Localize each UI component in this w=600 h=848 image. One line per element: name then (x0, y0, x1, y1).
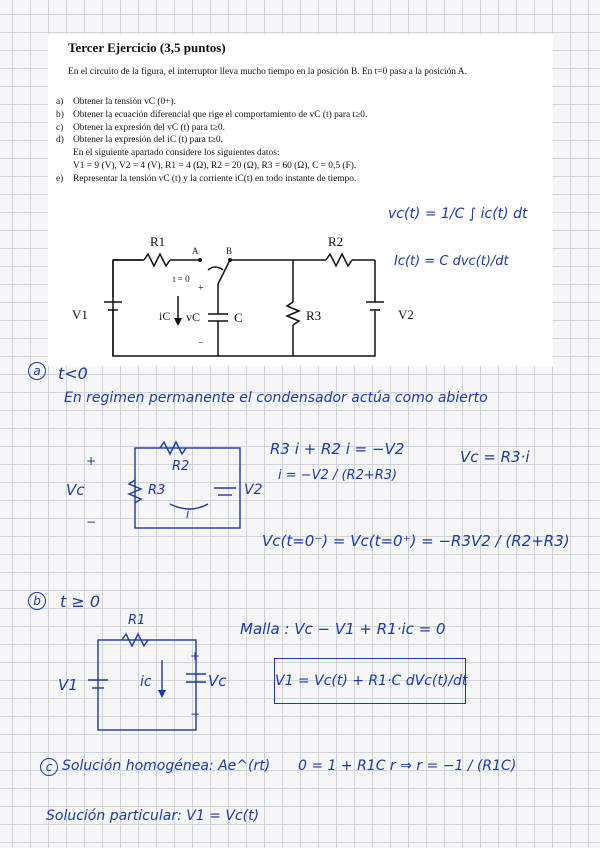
v2-hw: V2 (244, 482, 263, 498)
current-hw: i (186, 507, 190, 521)
equation-a3: Vc = R3·i (460, 448, 530, 466)
vc-hw-b: Vc (208, 672, 227, 690)
minus-hw-b: − (190, 707, 201, 721)
v2-label: V2 (398, 307, 414, 322)
ic-label: iC (159, 309, 171, 323)
circuit-b (60, 610, 240, 730)
exercise-item: e) Representar la tensión vC (t) y la corriente iC(t) en todo instante de tiempo. (56, 173, 357, 184)
description-a: En regimen permanente el condensador actúa como abierto (64, 390, 488, 406)
exercise-intro: En el circuito de la figura, el interruptor lleva mucho tiempo en la posición B. En t=0 pasa a la posición A. (68, 67, 467, 77)
marker-b: b (28, 592, 46, 610)
r3-hw: R3 (148, 483, 166, 498)
minus-hw: − (86, 515, 97, 529)
exercise-item: d) Obtener la expresión del iC (t) para t≥0. (56, 135, 223, 146)
ic-hw: ic (140, 674, 152, 690)
exercise-item: V1 = 9 (V), V2 = 4 (V), R1 = 4 (Ω), R2 = 20 (Ω), R3 = 60 (Ω), C = 0,5 (F). (73, 160, 357, 171)
circuit-a (66, 440, 280, 540)
v1-hw: V1 (58, 676, 78, 694)
switch-time-label: t = 0 (173, 274, 190, 284)
r2-label: R2 (328, 234, 344, 249)
plus-hw-b: + (190, 649, 201, 663)
exercise-item: c) Obtener la expresión del vC (t) para t≥0. (56, 122, 225, 133)
r2-hw: R2 (172, 459, 190, 474)
condition-a: t<0 (58, 364, 88, 383)
exercise-item: a) Obtener la tensión vC (0+). (56, 97, 176, 107)
minus-label: − (198, 338, 204, 349)
c-label: C (234, 310, 243, 325)
condition-b: t ≥ 0 (60, 592, 101, 611)
formula-ic: Ic(t) = C dvc(t)/dt (394, 254, 509, 269)
exercise-item: En el siguiente apartado considere los siguientes datos: (73, 148, 280, 159)
exercise-item: b) Obtener la ecuación diferencial que rige el comportamiento de vC (t) para t≥0. (56, 109, 368, 120)
vc-label: vC (186, 310, 201, 324)
r3-label: R3 (306, 308, 322, 323)
equation-b-boxed: V1 = Vc(t) + R1·C dVc(t)/dt (274, 658, 466, 704)
equation-a2: i = −V2 / (R2+R3) (278, 468, 398, 483)
characteristic-equation: 0 = 1 + R1C r ⇒ r = −1 / (R1C) (298, 758, 517, 774)
v1-label: V1 (72, 307, 88, 322)
exercise-circuit (48, 34, 553, 366)
homogeneous-solution: Solución homogénea: Ae^(rt) (62, 758, 271, 774)
formula-vc: vc(t) = 1/C ∫ ic(t) dt (388, 206, 528, 222)
node-a-label: A (192, 246, 199, 256)
r1-hw: R1 (128, 613, 146, 628)
particular-solution: Solución particular: V1 = Vc(t) (46, 808, 260, 824)
plus-hw: + (86, 454, 97, 468)
vc-hw: Vc (66, 481, 85, 499)
exercise-title: Tercer Ejercicio (3,5 puntos) (68, 40, 226, 55)
r1-label: R1 (150, 234, 166, 249)
marker-a: a (28, 362, 46, 380)
plus-label: + (198, 283, 204, 294)
equation-b-malla: Malla : Vc − V1 + R1·ic = 0 (240, 620, 446, 638)
exercise-sheet (48, 34, 553, 366)
equation-a4: Vc(t=0⁻) = Vc(t=0⁺) = −R3V2 / (R2+R3) (262, 532, 570, 550)
node-b-label: B (226, 246, 233, 256)
equation-a1: R3 i + R2 i = −V2 (270, 440, 405, 458)
marker-c: c (40, 758, 58, 776)
